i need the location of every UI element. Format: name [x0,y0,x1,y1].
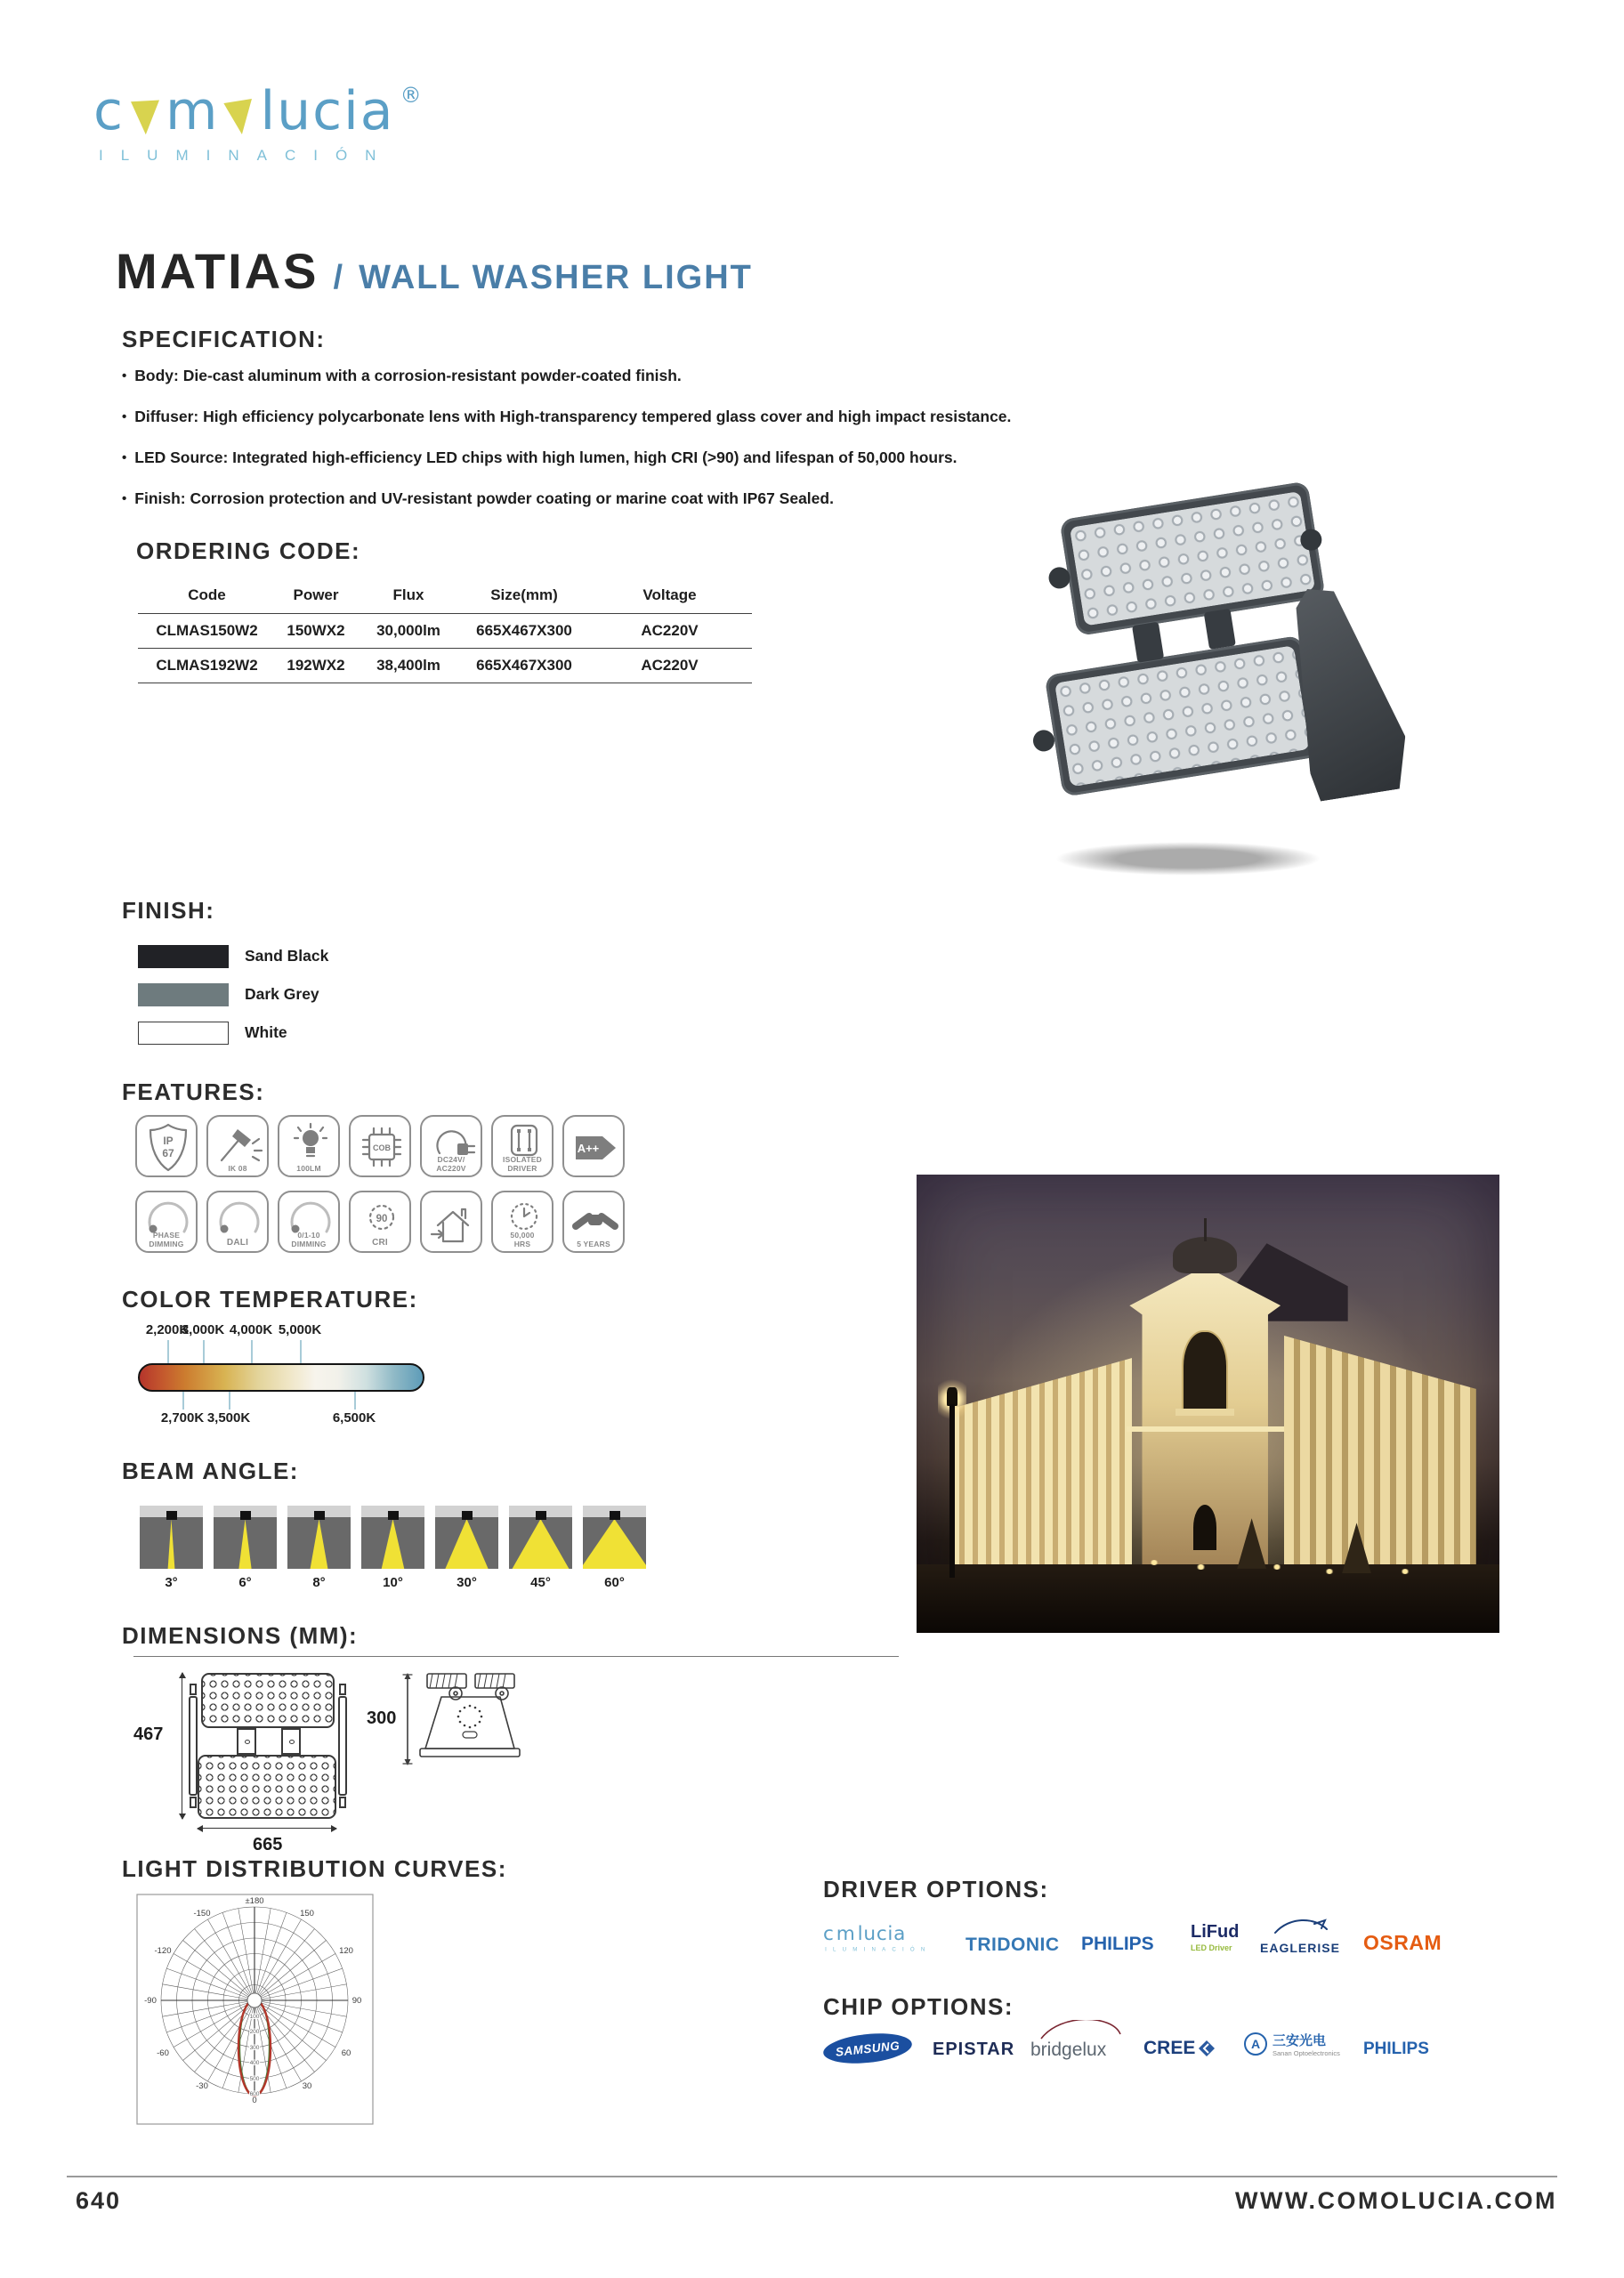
brand-logo-word [823,1922,907,1945]
feature-caption: DALI [226,1238,249,1248]
logo-letter: m [166,80,220,142]
polar-radial-tick: 200 [249,2029,260,2035]
photo-spire [1204,1218,1207,1241]
logo-letter: lucia [857,1922,907,1945]
lifespan-badge [491,1191,553,1253]
led-panel-bottom [1045,635,1321,797]
panel-connector [281,1728,301,1755]
ct-label: 5,000K [278,1322,322,1337]
finish-options [138,937,328,1052]
spec-text: Body: Die-cast aluminum with a corrosion-resistant powder-coated finish. [134,367,682,384]
brand-logo [93,80,424,165]
lifud-wordmark: LiFud [1191,1922,1240,1942]
feature-caption [279,1231,338,1248]
table-cell: 30,000lm [376,622,440,639]
mount-stub [339,1797,346,1808]
distribution-heading: LIGHT DISTRIBUTION CURVES: [122,1855,507,1882]
dimming-line2: DIMMING [291,1239,327,1248]
column-header: Code [188,586,226,603]
driver-brand-tridonic: TRIDONIC [966,1935,1060,1955]
energy-class-badge [562,1115,625,1177]
features-row-2 [135,1191,625,1253]
phase-line1: PHASE [152,1230,181,1240]
depth-dimension-value: 300 [367,1708,397,1728]
beam-angle-label: 6° [238,1575,252,1590]
beam-angle-label: 3° [165,1575,178,1590]
panel-drawing-bottom [198,1755,336,1819]
dimension-side-view [400,1669,538,1773]
ct-tick [203,1340,205,1363]
panel-connector [237,1728,256,1755]
color-swatch-sand-black [138,945,229,968]
polar-radial-tick: 600 [249,2091,260,2097]
brand-tagline: ILUMINACIÓN [99,147,394,164]
column-header: Flux [392,586,424,603]
finish-label: Dark Grey [245,985,319,1003]
ip67-line2: 67 [162,1147,174,1159]
table-cell: AC220V [641,622,699,639]
led-array [1070,491,1315,626]
beam-angle-heading: BEAM ANGLE: [122,1458,299,1484]
driver-brand-lifud [1191,1922,1239,1952]
color-temperature-gradient-bar [138,1363,424,1392]
beam-diagram [583,1506,646,1569]
logo-letter: c [93,80,125,142]
bullet-icon: • [122,450,127,465]
spec-text: Finish: Corrosion protection and UV-resistant powder coating or marine coat with IP67 Sealed. [134,489,834,507]
hinge-knob [1031,729,1055,753]
emitter-icon [388,1511,399,1520]
driver-brand-eaglerise [1259,1915,1341,1955]
finish-label: Sand Black [245,947,329,965]
page-title [116,242,753,300]
beam-angle-label: 45° [530,1575,551,1590]
feature-caption: 100LM [296,1163,321,1173]
sanan-subtext: Sanan Optoelectronics [1273,2049,1340,2057]
indoor-outdoor-badge [420,1191,482,1253]
led-panel-top [1059,481,1325,636]
brand-logo [823,1922,932,1953]
feature-caption: IK 08 [228,1163,247,1173]
ct-tick [251,1340,253,1363]
bridgelux-text: bridgelux [1030,2040,1107,2060]
polar-radial-tick: 100 [249,2014,260,2020]
driver-brand-philips: PHILIPS [1081,1934,1154,1954]
chip-brand-samsung [822,2030,914,2067]
driver-brand-comolucia [823,1924,948,1965]
ct-tick [182,1392,184,1410]
polar-angle-label: 150 [300,1909,314,1919]
photo-cornice [1127,1426,1284,1432]
photo-ground-light [1325,1569,1334,1574]
polar-radial-tick: 300 [249,2045,260,2051]
table-cell: 150WX2 [287,622,345,639]
chip-brand-sanan [1244,2031,1340,2057]
ct-label: 3,500K [206,1410,251,1426]
polar-angle-label: -60 [157,2048,169,2058]
samsung-wordmark: SAMSUNG [835,2038,901,2059]
beam-angle-label: 10° [383,1575,403,1590]
website-url: WWW.COMOLUCIA.COM [1235,2187,1557,2214]
column-header: Power [293,586,339,603]
finish-option [138,1014,328,1052]
specification-heading: SPECIFICATION: [122,326,326,352]
feature-caption [493,1155,552,1173]
polar-angle-label: -120 [154,1946,172,1956]
beam-angle-item [583,1506,646,1595]
beam-angle-label: 60° [604,1575,625,1590]
feature-caption: 5 YEARS [577,1239,610,1248]
polar-angle-label: 0 [252,2096,257,2105]
warranty-badge [562,1191,625,1253]
driver-brand-osram: OSRAM [1363,1931,1442,1954]
color-temperature-scale [138,1319,424,1426]
table-header-row [138,577,752,613]
photo-window [1182,1330,1228,1409]
product-photo [1006,497,1348,879]
photo-ground-light [1273,1564,1281,1570]
width-dimension-line [198,1828,336,1829]
photo-ground-light [1196,1564,1205,1570]
title-separator: / [333,259,345,296]
emitter-icon [610,1511,620,1520]
voltage-line2: AC220V [436,1163,466,1173]
features-row-1 [135,1115,625,1177]
voltage-badge [420,1115,482,1177]
table-cell: CLMAS150W2 [156,622,258,639]
lumen-badge [278,1115,340,1177]
sanan-cn-wordmark: 三安光电 [1273,2033,1327,2048]
polar-radial-tick: 500 [249,2076,260,2082]
mount-stub [190,1684,197,1695]
house-icon [422,1192,484,1255]
panel-drawing-top [201,1673,335,1728]
phase-dimming-badge [135,1191,198,1253]
photo-lamp-pole [949,1404,955,1579]
cree-diamond-icon [1198,2040,1216,2057]
polar-angle-label: ±180 [245,1896,264,1906]
registered-mark: ® [400,83,424,108]
cob-label: COB [373,1143,391,1152]
logo-letter: c [823,1922,835,1945]
dimension-front-view [133,1669,367,1854]
ordering-code-heading: ORDERING CODE: [136,537,361,564]
beam-angle-row [140,1506,646,1595]
cree-wordmark: CREE [1143,2038,1196,2058]
hours-line2: HRS [513,1239,531,1248]
photo-ground-light [1401,1569,1410,1574]
beam-angle-item [361,1506,424,1595]
bridgelux-arc-icon [1030,2020,1128,2040]
polar-angle-label: 120 [339,1946,353,1956]
side-view-drawing [400,1669,538,1769]
beam-diagram [509,1506,572,1569]
dimensions-heading: DIMENSIONS (MM): [122,1622,359,1649]
mount-stub [190,1797,197,1808]
beam-diagram [140,1506,203,1569]
table-cell: 192WX2 [287,657,345,674]
finish-option [138,975,328,1014]
beam-angle-label: 8° [312,1575,326,1590]
ct-tick [354,1392,356,1410]
isolated-driver-badge [491,1115,553,1177]
shield-icon [137,1117,199,1179]
ct-label: 6,500K [332,1410,376,1426]
energy-label-icon [564,1117,626,1179]
table-row [138,649,752,683]
finish-heading: FINISH: [122,897,215,924]
lifud-subtext: LED Driver [1191,1943,1232,1952]
panel-link [1132,622,1164,663]
feature-caption [422,1155,481,1173]
beam-angle-item [509,1506,572,1595]
ik08-badge [206,1115,269,1177]
beam-diagram [287,1506,351,1569]
dali-badge [206,1191,269,1253]
chip-brand-bridgelux [1030,2020,1128,2061]
isolated-line1: ISOLATED [503,1154,542,1164]
brand-logo-word [93,80,424,142]
emitter-icon [462,1511,473,1520]
table-row [138,614,752,648]
beam-diagram [361,1506,424,1569]
beam-angle-item [435,1506,498,1595]
voltage-line1: DC24V/ [437,1154,465,1164]
ct-label: 3,000K [181,1322,225,1337]
eaglerise-wordmark: EAGLERISE [1260,1941,1340,1955]
color-temperature-heading: COLOR TEMPERATURE: [122,1286,418,1313]
dimming-line1: 0/1-10 [297,1230,320,1240]
section-divider [133,1656,899,1657]
chip-options-heading: CHIP OPTIONS: [823,1993,1014,2020]
table-cell: CLMAS192W2 [156,657,258,674]
product-category: WALL WASHER LIGHT [359,259,753,296]
bullet-icon: • [122,368,127,384]
feature-caption: CRI [372,1238,388,1248]
mount-rod [189,1696,198,1796]
chip-brand-cree [1143,2038,1216,2059]
ct-tick [167,1340,169,1363]
polar-radial-tick: 400 [249,2060,260,2066]
ordering-table [138,577,752,683]
spec-text: Diffuser: High efficiency polycarbonate lens with High-transparency tempered glass cover and high impact resistance. [134,408,1012,425]
sanan-circle-a-icon: A [1244,2032,1267,2056]
polar-angle-label: -30 [196,2081,208,2091]
feature-caption [137,1231,196,1248]
polar-angle-label: -90 [144,1996,157,2006]
cri-value: 90 [376,1214,388,1224]
chip-brand-philips: PHILIPS [1363,2040,1429,2058]
logo-letter: m [836,1922,856,1945]
emitter-icon [314,1511,325,1520]
bridgelux-wordmark [1030,2040,1128,2061]
table-cell: AC220V [641,657,699,674]
beam-angle-label: 30° [456,1575,477,1590]
chip-brand-epistar: EPISTAR [933,2040,1015,2059]
energy-class: A++ [577,1142,600,1155]
table-cell: 665X467X300 [476,657,572,674]
footer-divider [67,2176,1557,2177]
feature-caption [493,1231,552,1248]
color-swatch-dark-grey [138,983,229,1006]
floodlight-body [981,472,1372,863]
emitter-icon [536,1511,546,1520]
color-swatch-white [138,1022,229,1045]
beam-diagram [435,1506,498,1569]
photo-dome [1173,1237,1237,1273]
mount-rod [338,1696,347,1796]
beam-angle-item [287,1506,351,1595]
table-cell: 38,400lm [376,657,440,674]
application-photo [917,1175,1499,1633]
led-array [1054,645,1310,787]
spec-item [122,448,1012,489]
column-header: Size(mm) [490,586,558,603]
ip67-line1: IP [163,1135,174,1147]
hours-line1: 50,000 [510,1230,535,1240]
dimming-0-1-10-badge [278,1191,340,1253]
logo-letter: lucia [260,80,395,142]
mount-stub [339,1684,346,1695]
height-dimension-value: 467 [133,1725,164,1744]
spec-item [122,408,1012,448]
spec-item [122,367,1012,408]
ct-tick [229,1392,230,1410]
ip67-badge [135,1115,198,1177]
cri-badge [349,1191,411,1253]
beam-angle-item [214,1506,277,1595]
logo-triangle-icon [127,97,163,136]
bullet-icon: • [122,409,127,424]
polar-angle-label: 60 [341,2048,351,2058]
cob-badge [349,1115,411,1177]
bullet-icon: • [122,491,127,506]
beam-angle-item [140,1506,203,1595]
logo-triangle-icon [220,95,259,138]
width-dimension-value: 665 [253,1835,283,1854]
features-heading: FEATURES: [122,1078,265,1105]
table-cell: 665X467X300 [476,622,572,639]
polar-angle-label: -150 [193,1909,211,1919]
column-header: Voltage [642,586,697,603]
brand-tagline: ILUMINACIÓN [825,1946,932,1953]
finish-option [138,937,328,975]
ct-label: 2,200K [145,1322,190,1337]
photo-ground [917,1564,1499,1633]
spec-text: LED Source: Integrated high-efficiency LED chips with high lumen, high CRI (>90) and lifespan of 50,000 hours. [134,448,957,466]
polar-angle-label: 90 [351,1996,362,2006]
product-name: MATIAS [116,243,319,299]
driver-options-heading: DRIVER OPTIONS: [823,1876,1049,1902]
finish-label: White [245,1023,287,1041]
polar-angle-label: 30 [302,2081,312,2091]
polar-chart [136,1894,374,2125]
panel-link [1204,609,1236,650]
isolated-line2: DRIVER [507,1163,537,1173]
beam-diagram [214,1506,277,1569]
ct-label: 4,000K [229,1322,273,1337]
ct-tick [300,1340,302,1363]
photo-ground-light [1150,1560,1159,1565]
eagle-swoosh-icon [1259,1915,1341,1936]
light-distribution-chart [136,1894,374,2129]
photo-door [1193,1505,1216,1551]
photo-balcony [1176,1409,1234,1416]
emitter-icon [166,1511,177,1520]
phase-line2: DIMMING [149,1239,184,1248]
ct-label: 2,700K [160,1410,205,1426]
emitter-icon [240,1511,251,1520]
page-number: 640 [76,2187,122,2214]
specification-list [122,367,1012,530]
spec-item [122,489,1012,530]
chip-icon [351,1117,413,1179]
